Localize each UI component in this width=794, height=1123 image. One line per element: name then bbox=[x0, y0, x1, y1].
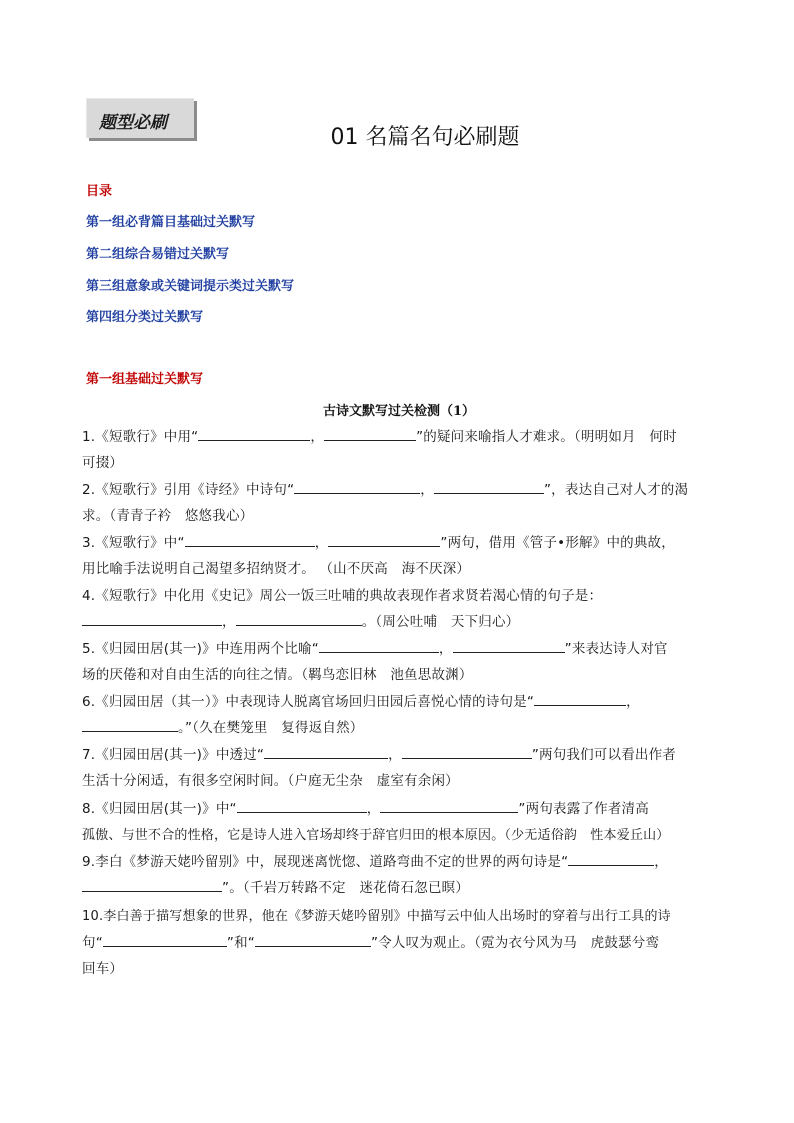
toc-heading: 目录 bbox=[86, 184, 113, 199]
question-7: 7.《归园田居(其一)》中透过“ ， ”两句我们可以看出作者 生活十分闲适，有很多空闲时间。（户庭无尘杂 虚室有余闲） bbox=[82, 742, 714, 794]
answer-blank[interactable] bbox=[319, 638, 439, 653]
question-8: 8.《归园田居(其一)》中“ ， ”两句表露了作者清高 孤傲、与世不合的性格，它是诗人进入官场却终于辞官归田的根本原因。（少无适俗韵 性本爱丘山） bbox=[82, 796, 714, 849]
answer-blank[interactable] bbox=[82, 877, 222, 892]
toc-item-4[interactable]: 第四组分类过关默写 bbox=[86, 310, 204, 325]
answer-blank[interactable] bbox=[185, 532, 315, 547]
question-5: 5.《归园田居(其一)》中连用两个比喻“ ， ”来表达诗人对官 场的厌倦和对自由生活的向往之情。（羁鸟恋旧林 池鱼思故渊） bbox=[82, 636, 714, 688]
answer-blank[interactable] bbox=[237, 798, 367, 813]
answer-blank[interactable] bbox=[328, 532, 440, 547]
toc-item-1[interactable]: 第一组必背篇目基础过关默写 bbox=[86, 215, 256, 230]
answer-blank[interactable] bbox=[453, 638, 565, 653]
answer-blank[interactable] bbox=[402, 744, 532, 759]
page-title: 01 名篇名句必刷题 bbox=[330, 125, 520, 150]
answer-blank[interactable] bbox=[434, 479, 544, 494]
answer-blank[interactable] bbox=[198, 426, 310, 441]
answer-blank[interactable] bbox=[534, 691, 626, 706]
section-heading: 第一组基础过关默写 bbox=[86, 372, 204, 387]
answer-blank[interactable] bbox=[324, 426, 416, 441]
answer-blank[interactable] bbox=[255, 932, 371, 947]
question-9: 9.李白《梦游天姥吟留别》中，展现迷离恍惚、道路弯曲不定的世界的两句诗是“ ， ”。（千岩万转路不定 迷花倚石忽已暝） bbox=[82, 849, 714, 901]
answer-blank[interactable] bbox=[294, 479, 420, 494]
badge-label: 题型必刷 bbox=[99, 113, 167, 133]
answer-blank[interactable] bbox=[236, 611, 362, 626]
toc-item-3[interactable]: 第三组意象或关键词提示类过关默写 bbox=[86, 279, 295, 294]
answer-blank[interactable] bbox=[103, 932, 227, 947]
toc-item-2[interactable]: 第二组综合易错过关默写 bbox=[86, 247, 230, 262]
answer-blank[interactable] bbox=[380, 798, 518, 813]
question-2: 2.《短歌行》引用《诗经》中诗句“ ， ”，表达自己对人才的渴 求。（青青子衿 悠悠我心） bbox=[82, 477, 714, 529]
answer-blank[interactable] bbox=[264, 744, 388, 759]
answer-blank[interactable] bbox=[82, 717, 178, 732]
question-10: 10.李白善于描写想象的世界，他在《梦游天姥吟留别》中描写云中仙人出场时的穿着与出行工具的诗 句“ ”和“ ”令人叹为观止。（霓为衣兮风为马 虎鼓瑟兮鸾 回车） bbox=[82, 909, 671, 977]
question-4: 4.《短歌行》中化用《史记》周公一饭三吐哺的典故表现作者求贤若渴心情的句子是： ， 。（周公吐哺 天下归心） bbox=[82, 588, 603, 630]
question-1: 1.《短歌行》中用“ ， ”的疑问来喻指人才难求。（明明如月 何时 可掇） bbox=[82, 424, 714, 476]
question-6: 6.《归园田居（其一）》中表现诗人脱离官场回归田园后喜悦心情的诗句是“ ， 。”（久在樊笼里 复得返自然） bbox=[82, 689, 714, 741]
test-subtitle: 古诗文默写过关检测（1） bbox=[322, 404, 476, 419]
question-3: 3.《短歌行》中“ ， ”两句，借用《管子•形解》中的典故， 用比喻手法说明自己渴望多招纳贤才。 （山不厌高 海不厌深） bbox=[82, 530, 714, 582]
answer-blank[interactable] bbox=[568, 851, 654, 866]
answer-blank[interactable] bbox=[82, 611, 222, 626]
